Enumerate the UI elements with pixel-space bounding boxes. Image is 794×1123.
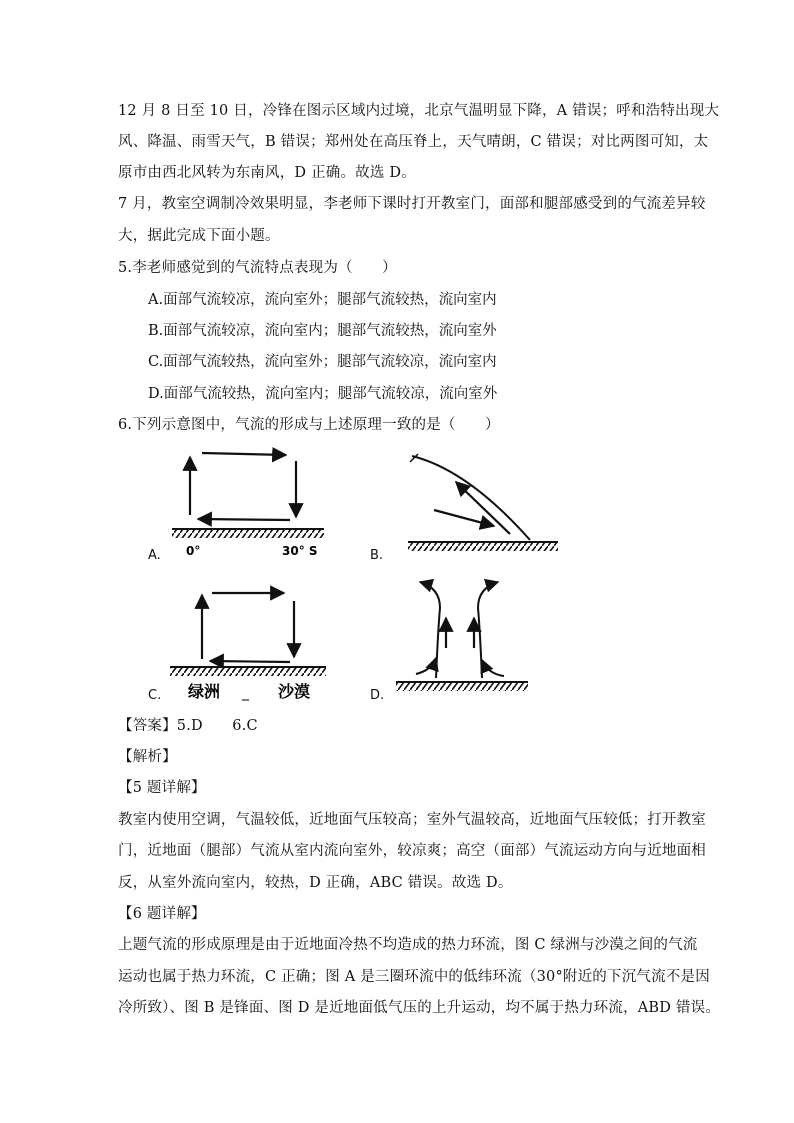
q5-option-c: C.面部气流较热，流向室外；腿部气流较凉，流向室内 [148,354,497,370]
figure-a-diagram [168,445,328,560]
detail6-line-3: 冷所致）、图 B 是锋面、图 D 是近地面低气压的上升运动，均不属于热力环流，ABD 错误。 [118,1000,721,1016]
intro-line-1: 12 月 8 日至 10 日，冷锋在图示区域内过境，北京气温明显下降，A 错误；呼和浩特出现大 [118,103,720,119]
detail5-line-1: 教室内使用空调，气温较低，近地面气压较高；室外气温较高，近地面气压较低；打开教室 [118,812,706,828]
detail6-line-1: 上题气流的形成原理是由于近地面冷热不均造成的热力环流，图 C 绿洲与沙漠之间的气流 [118,937,698,953]
figure-a-right-text: 30° S [282,544,318,558]
figure-d-label: D. [370,688,385,703]
figure-c-left-text: 绿洲 [188,682,221,701]
intro-line-3: 原市由西北风转为东南风，D 正确。故选 D。 [118,165,416,181]
q5-title: 5.李老师感觉到的气流特点表现为（ ） [118,260,397,276]
figure-a-label: A. [148,548,161,563]
stem-line-2: 大，据此完成下面小题。 [118,228,280,244]
detail5-title: 【5 题详解】 [118,780,206,796]
answer-line: 【答案】5.D 6.C [118,718,258,734]
figure-c-label: C. [148,688,162,703]
figure-d-diagram [392,570,542,695]
detail6-title: 【6 题详解】 [118,906,206,922]
figure-b-label: B. [370,548,384,563]
figure-a-left-text: 0° [186,544,201,558]
q6-title: 6.下列示意图中，气流的形成与上述原理一致的是（ ） [118,417,500,433]
detail5-line-3: 反，从室外流向室内，较热，D 正确，ABC 错误。故选 D。 [118,875,513,891]
stem-line-1: 7 月，教室空调制冷效果明显，李老师下课时打开教室门，面部和腿部感受到的气流差异较 [118,196,706,212]
detail6-line-2: 运动也属于热力环流，C 正确；图 A 是三圈环流中的低纬环流（30°附近的下沉气流不是因 [118,969,710,985]
figure-c-mid-text: _ [242,685,249,701]
analysis-title: 【解析】 [118,749,177,765]
figure-c-diagram [166,585,336,705]
figure-c-right-text: 沙漠 [278,682,311,701]
q5-option-b: B.面部气流较凉，流向室内；腿部气流较热，流向室外 [148,323,497,339]
q5-option-a: A.面部气流较凉，流向室外；腿部气流较热，流向室内 [148,292,497,308]
q5-option-d: D.面部气流较热，流向室内；腿部气流较凉，流向室外 [148,386,498,402]
intro-line-2: 风、降温、雨雪天气，B 错误；郑州处在高压脊上，天气晴朗，C 错误；对比两图可知，太 [118,134,709,150]
detail5-line-2: 门，近地面（腿部）气流从室内流向室外，较凉爽；高空（面部）气流运动方向与近地面相 [118,843,706,859]
figure-b-diagram [398,450,563,555]
